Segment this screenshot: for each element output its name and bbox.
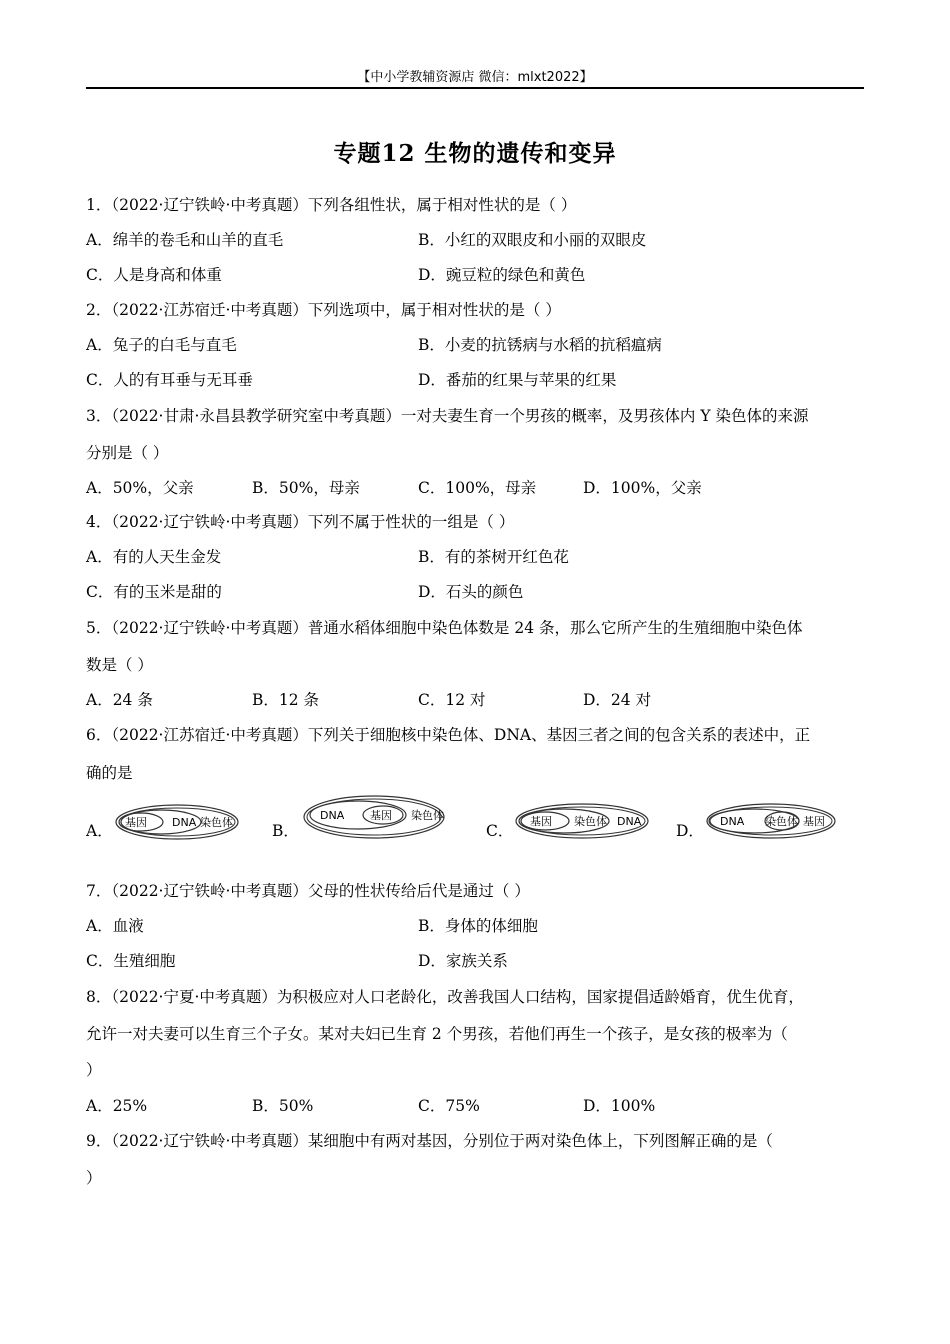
question-8-option-c: C．75% xyxy=(418,1097,480,1115)
diagram-a-label-outer: 染色体 xyxy=(200,816,233,829)
question-7-option-a: A．血液 xyxy=(86,917,144,935)
diagram-b-label-inner: 基因 xyxy=(370,809,392,822)
question-7-option-b: B．身体的体细胞 xyxy=(418,917,538,935)
question-8-stem-line1: 8．（2022·宁夏·中考真题）为积极应对人口老龄化，改善我国人口结构，国家提倡适龄婚育，优生优育， xyxy=(86,988,804,1006)
question-5-stem-line2: 数是（ ） xyxy=(86,656,153,674)
diagram-d-label-b: 染色体 xyxy=(765,815,798,828)
question-6-option-d: D． xyxy=(676,822,704,840)
question-3-option-b: B．50%，母亲 xyxy=(252,479,360,497)
question-2-option-b: B．小麦的抗锈病与水稻的抗稻瘟病 xyxy=(418,336,662,354)
question-4-option-d: D．石头的颜色 xyxy=(418,583,524,601)
diagram-a xyxy=(114,802,242,842)
question-2-option-d: D．番茄的红果与苹果的红果 xyxy=(418,371,617,389)
question-8-option-a: A．25% xyxy=(86,1097,148,1115)
question-5-option-c: C．12 对 xyxy=(418,691,486,709)
diagram-a-label-middle: DNA xyxy=(172,816,197,829)
page-title: 专题12 生物的遗传和变异 xyxy=(333,140,617,167)
diagram-c xyxy=(514,801,654,841)
diagram-d xyxy=(704,801,840,841)
question-3-stem-line2: 分别是（ ） xyxy=(86,444,169,462)
question-7-option-c: C．生殖细胞 xyxy=(86,952,176,970)
question-3-option-c: C．100%，母亲 xyxy=(418,479,537,497)
question-1-option-d: D．豌豆粒的绿色和黄色 xyxy=(418,266,586,284)
question-1-option-b: B．小红的双眼皮和小丽的双眼皮 xyxy=(418,231,647,249)
question-5-option-d: D．24 对 xyxy=(583,691,652,709)
question-6-stem-line2: 确的是 xyxy=(86,764,133,782)
question-4-stem: 4．（2022·辽宁铁岭·中考真题）下列不属于性状的一组是（ ） xyxy=(86,513,515,531)
question-9-stem-line2: ） xyxy=(86,1169,102,1187)
diagram-c-label-middle: 染色体 xyxy=(574,815,607,828)
diagram-a-label-inner: 基因 xyxy=(125,816,147,829)
question-7-stem: 7．（2022·辽宁铁岭·中考真题）父母的性状传给后代是通过（ ） xyxy=(86,882,530,900)
question-8-option-b: B．50% xyxy=(252,1097,314,1115)
question-4-option-b: B．有的茶树开红色花 xyxy=(418,548,569,566)
page-header: 【中小学教辅资源店 微信：mlxt2022】 xyxy=(357,70,593,85)
diagram-b-label-outer: 染色体 xyxy=(411,809,444,822)
diagram-b-label-outer-left: DNA xyxy=(320,809,345,822)
question-1-option-a: A．绵羊的卷毛和山羊的直毛 xyxy=(86,231,284,249)
question-8-stem-line2: 允许一对夫妻可以生育三个子女。某对夫妇已生育 2 个男孩，若他们再生一个孩子，是女孩的极率为（ xyxy=(86,1025,788,1043)
question-5-option-a: A．24 条 xyxy=(86,691,153,709)
question-3-option-d: D．100%，父亲 xyxy=(583,479,702,497)
question-2-option-c: C．人的有耳垂与无耳垂 xyxy=(86,371,253,389)
question-6-stem-line1: 6．（2022·江苏宿迁·中考真题）下列关于细胞核中染色体、DNA、基因三者之间的包含关系的表述中，正 xyxy=(86,726,811,744)
question-1-option-c: C．人是身高和体重 xyxy=(86,266,222,284)
diagram-b xyxy=(300,793,452,841)
question-9-stem-line1: 9．（2022·辽宁铁岭·中考真题）某细胞中有两对基因，分别位于两对染色体上，下列图解正确的是（ xyxy=(86,1132,773,1150)
diagram-c-label-inner: 基因 xyxy=(530,815,552,828)
diagram-d-label-c: 基因 xyxy=(803,815,825,828)
question-7-option-d: D．家族关系 xyxy=(418,952,508,970)
question-5-stem-line1: 5．（2022·辽宁铁岭·中考真题）普通水稻体细胞中染色体数是 24 条，那么它所产生的生殖细胞中染色体 xyxy=(86,619,803,637)
question-3-option-a: A．50%，父亲 xyxy=(86,479,194,497)
question-8-option-d: D．100% xyxy=(583,1097,656,1115)
diagram-c-label-outer: DNA xyxy=(617,815,642,828)
question-6-option-c: C． xyxy=(486,822,514,840)
question-2-stem: 2．（2022·江苏宿迁·中考真题）下列选项中，属于相对性状的是（ ） xyxy=(86,301,561,319)
header-rule xyxy=(86,87,864,89)
diagram-d-label-a: DNA xyxy=(720,815,745,828)
question-3-stem-line1: 3．（2022·甘肃·永昌县教学研究室中考真题）一对夫妻生育一个男孩的概率，及男孩体内 Y 染色体的来源 xyxy=(86,407,809,425)
question-1-stem: 1．（2022·辽宁铁岭·中考真题）下列各组性状，属于相对性状的是（ ） xyxy=(86,196,577,214)
question-6-option-a: A． xyxy=(86,822,113,840)
question-4-option-c: C．有的玉米是甜的 xyxy=(86,583,222,601)
question-5-option-b: B．12 条 xyxy=(252,691,320,709)
question-4-option-a: A．有的人天生金发 xyxy=(86,548,222,566)
question-8-stem-line3: ） xyxy=(86,1061,102,1079)
question-6-option-b: B． xyxy=(272,822,299,840)
question-2-option-a: A．兔子的白毛与直毛 xyxy=(86,336,237,354)
